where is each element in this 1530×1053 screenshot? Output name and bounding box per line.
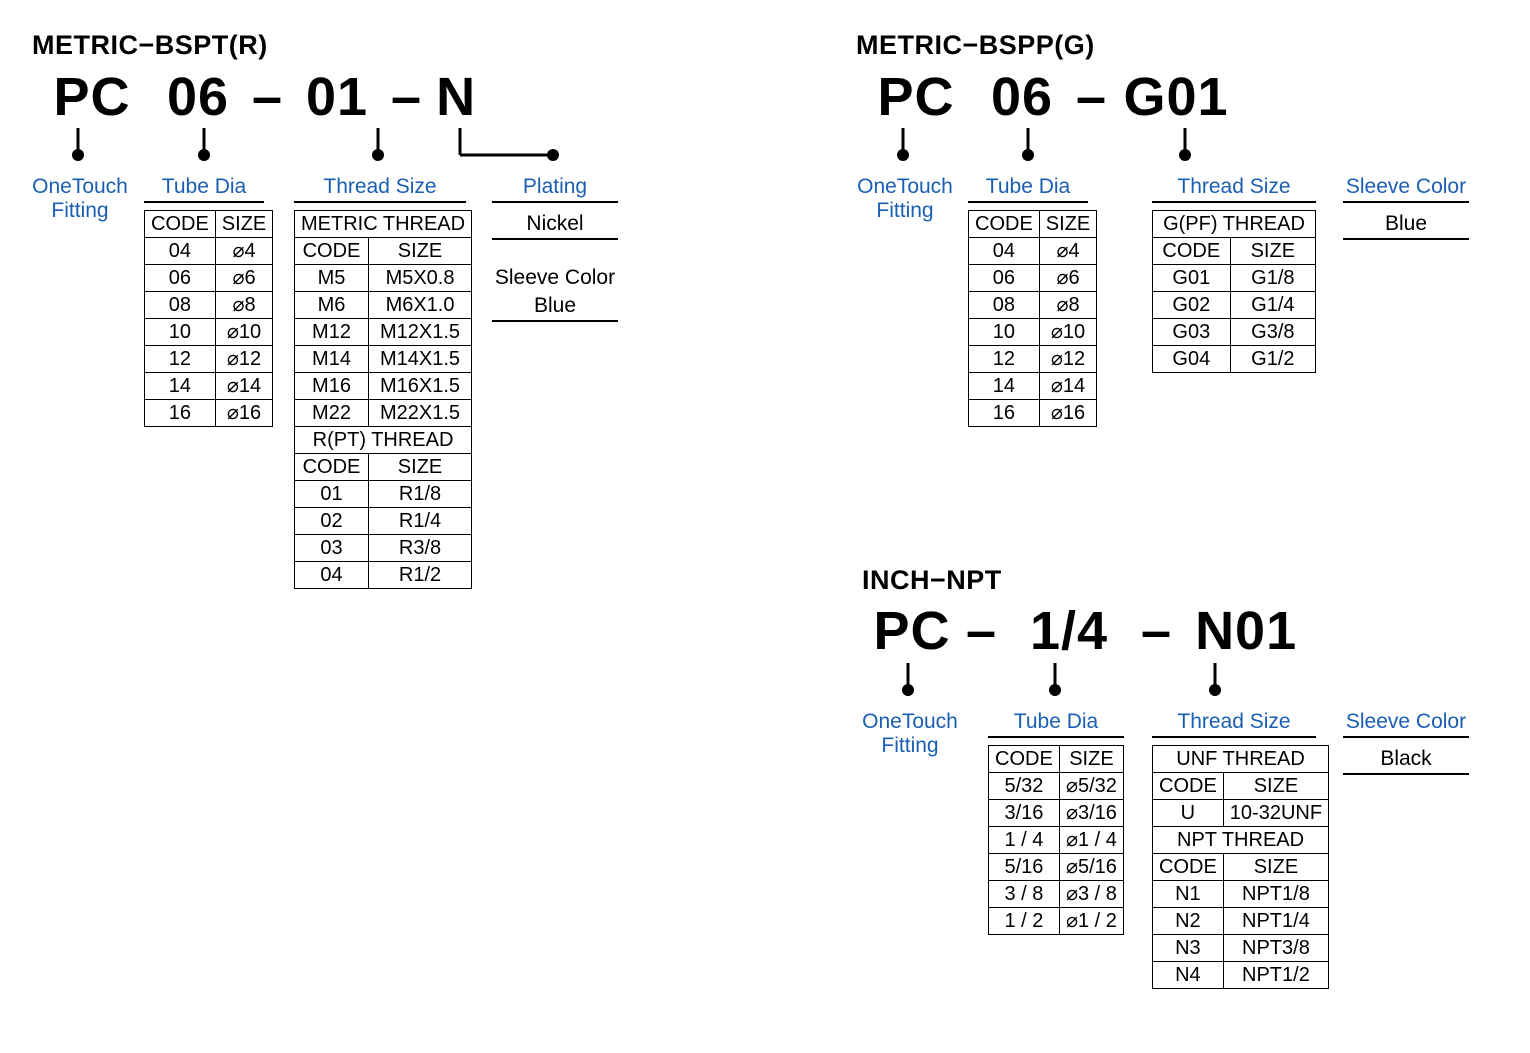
table-row <box>1153 800 1329 827</box>
th-size: SIZE <box>1223 854 1328 881</box>
th-size: SIZE <box>1039 211 1096 238</box>
gpf-thread-table <box>1152 210 1316 373</box>
table-row <box>295 292 472 319</box>
cell-size: R1/2 <box>368 562 471 589</box>
plating-header: Plating <box>492 175 618 203</box>
code-dash-2: – <box>391 67 423 127</box>
cell-size: ⌀5/32 <box>1059 773 1123 800</box>
sleeve-color-header: Sleeve Color <box>1343 710 1469 738</box>
column-onetouch-fitting-3 <box>840 710 980 758</box>
cell-size: G1/8 <box>1230 265 1315 292</box>
cell-code: 04 <box>295 562 369 589</box>
th-code: CODE <box>295 238 369 265</box>
th-size: SIZE <box>1223 773 1328 800</box>
table-row <box>1153 881 1329 908</box>
tube-dia-table-3 <box>988 745 1124 935</box>
table-caption-row <box>1153 827 1329 854</box>
cell-size: ⌀6 <box>1039 265 1096 292</box>
sleeve-color-value: Blue <box>1343 212 1469 240</box>
th-code: CODE <box>295 454 369 481</box>
cell-size: M12X1.5 <box>368 319 471 346</box>
cell-code: 14 <box>969 373 1040 400</box>
onetouch-label-line1: OneTouch <box>32 175 128 198</box>
onetouch-label-line2: Fitting <box>881 734 939 757</box>
table-caption-row <box>1153 211 1316 238</box>
onetouch-label-line1: OneTouch <box>862 710 958 733</box>
table-row <box>969 265 1097 292</box>
sleeve-color-header: Sleeve Color <box>1343 175 1469 203</box>
th-size: SIZE <box>368 454 471 481</box>
tube-dia-header: Tube Dia <box>144 175 264 203</box>
onetouch-label-line1: OneTouch <box>857 175 953 198</box>
sleeve-color-value: Black <box>1343 747 1469 775</box>
th-size: SIZE <box>215 211 272 238</box>
cell-code: N4 <box>1153 962 1224 989</box>
table-header-row <box>989 746 1124 773</box>
cell-code: G03 <box>1153 319 1231 346</box>
th-code: CODE <box>989 746 1060 773</box>
table-row <box>969 238 1097 265</box>
section-title-inch-npt <box>862 565 1002 596</box>
table-row <box>969 346 1097 373</box>
thread-size-header: Thread Size <box>1152 175 1316 203</box>
table-row <box>295 562 472 589</box>
section-title-metric-bspt <box>32 30 268 61</box>
column-thread-size-1 <box>294 175 472 589</box>
cell-size: ⌀12 <box>215 346 272 373</box>
thread-size-header: Thread Size <box>294 175 466 203</box>
table-row <box>969 319 1097 346</box>
cell-code: 08 <box>969 292 1040 319</box>
table-row <box>969 292 1097 319</box>
table-row <box>969 400 1097 427</box>
table-row <box>295 373 472 400</box>
caption-rpt-thread: R(PT) THREAD <box>295 427 472 454</box>
cell-code: G02 <box>1153 292 1231 319</box>
part-code-inch-npt <box>862 600 1316 662</box>
cell-code: G04 <box>1153 346 1231 373</box>
cell-code: 12 <box>969 346 1040 373</box>
table-row <box>989 854 1124 881</box>
th-code: CODE <box>969 211 1040 238</box>
cell-size: ⌀3/16 <box>1059 800 1123 827</box>
caption-gpf-thread: G(PF) THREAD <box>1153 211 1316 238</box>
cell-size: ⌀1 / 2 <box>1059 908 1123 935</box>
cell-size: ⌀5/16 <box>1059 854 1123 881</box>
code-segment-thread: 01 <box>306 67 369 127</box>
table-row <box>1153 292 1316 319</box>
tube-dia-table-1 <box>144 210 273 427</box>
table-header-row <box>969 211 1097 238</box>
caption-metric-thread: METRIC THREAD <box>295 211 472 238</box>
table-header-row <box>1153 773 1329 800</box>
table-row <box>989 800 1124 827</box>
cell-size: M16X1.5 <box>368 373 471 400</box>
cell-size: ⌀10 <box>1039 319 1096 346</box>
thread-size-header: Thread Size <box>1152 710 1316 738</box>
column-sleeve-color-2 <box>1343 175 1469 240</box>
table-row <box>295 346 472 373</box>
table-caption-row <box>295 427 472 454</box>
table-header-row <box>1153 854 1329 881</box>
table-header-row <box>295 238 472 265</box>
table-caption-row <box>1153 746 1329 773</box>
sleeve-color-header: Sleeve Color <box>494 266 616 289</box>
table-row <box>295 535 472 562</box>
cell-code: 1 / 4 <box>989 827 1060 854</box>
column-tube-dia-1 <box>144 175 273 427</box>
cell-size: M14X1.5 <box>368 346 471 373</box>
table-row <box>145 238 273 265</box>
cell-code: M12 <box>295 319 369 346</box>
code-segment-pc: PC <box>53 67 131 127</box>
cell-size: ⌀14 <box>1039 373 1096 400</box>
code-segment-pc: PC <box>877 67 955 127</box>
table-row <box>989 881 1124 908</box>
cell-code: 12 <box>145 346 216 373</box>
cell-size: M5X0.8 <box>368 265 471 292</box>
column-thread-size-3 <box>1152 710 1329 989</box>
th-size: SIZE <box>368 238 471 265</box>
table-caption-row <box>295 211 472 238</box>
table-row <box>989 773 1124 800</box>
caption-npt-thread: NPT THREAD <box>1153 827 1329 854</box>
cell-code: 10 <box>145 319 216 346</box>
tube-dia-header: Tube Dia <box>968 175 1088 203</box>
table-row <box>1153 346 1316 373</box>
table-row <box>145 373 273 400</box>
th-code: CODE <box>145 211 216 238</box>
tube-dia-header: Tube Dia <box>988 710 1124 738</box>
tube-dia-table-2 <box>968 210 1097 427</box>
onetouch-label-line2: Fitting <box>876 199 934 222</box>
cell-size: ⌀8 <box>215 292 272 319</box>
code-segment-thread: G01 <box>1123 67 1229 127</box>
cell-code: M5 <box>295 265 369 292</box>
code-segment-pc: PC <box>873 601 951 661</box>
cell-size: M6X1.0 <box>368 292 471 319</box>
table-header-row <box>145 211 273 238</box>
onetouch-label-line2: Fitting <box>51 199 109 222</box>
cell-size: R3/8 <box>368 535 471 562</box>
cell-code: 10 <box>969 319 1040 346</box>
cell-size: G3/8 <box>1230 319 1315 346</box>
column-tube-dia-2 <box>968 175 1097 427</box>
code-dash-1: – <box>1076 67 1108 127</box>
table-row <box>969 373 1097 400</box>
column-onetouch-fitting-1 <box>10 175 150 223</box>
cell-size: NPT1/8 <box>1223 881 1328 908</box>
code-dash-2: – <box>1141 601 1173 661</box>
cell-code: 02 <box>295 508 369 535</box>
table-row <box>295 400 472 427</box>
cell-size: R1/8 <box>368 481 471 508</box>
cell-size: ⌀16 <box>1039 400 1096 427</box>
unf-npt-thread-table <box>1152 745 1329 989</box>
plating-value: Nickel <box>492 212 618 240</box>
cell-code: 06 <box>145 265 216 292</box>
table-row <box>145 292 273 319</box>
th-code: CODE <box>1153 773 1224 800</box>
th-code: CODE <box>1153 238 1231 265</box>
cell-code: M6 <box>295 292 369 319</box>
part-code-metric-bspp <box>860 66 1241 128</box>
table-row <box>1153 908 1329 935</box>
cell-code: 1 / 2 <box>989 908 1060 935</box>
cell-size: R1/4 <box>368 508 471 535</box>
part-code-metric-bspt <box>36 66 486 128</box>
table-row <box>295 508 472 535</box>
table-header-row <box>1153 238 1316 265</box>
th-size: SIZE <box>1059 746 1123 773</box>
table-row <box>989 827 1124 854</box>
cell-size: ⌀4 <box>215 238 272 265</box>
cell-size: ⌀8 <box>1039 292 1096 319</box>
cell-size: NPT1/2 <box>1223 962 1328 989</box>
code-dash-1: – <box>252 67 284 127</box>
table-row <box>295 481 472 508</box>
section-title-text: METRIC−BSPP(G) <box>856 30 1095 60</box>
cell-code: N2 <box>1153 908 1224 935</box>
cell-size: ⌀4 <box>1039 238 1096 265</box>
cell-code: 5/16 <box>989 854 1060 881</box>
code-segment-tube: 1/4 <box>1030 601 1109 661</box>
table-row <box>295 319 472 346</box>
cell-size: ⌀16 <box>215 400 272 427</box>
table-row <box>145 319 273 346</box>
cell-code: 3 / 8 <box>989 881 1060 908</box>
cell-size: ⌀6 <box>215 265 272 292</box>
cell-size: NPT1/4 <box>1223 908 1328 935</box>
cell-code: G01 <box>1153 265 1231 292</box>
table-row <box>1153 265 1316 292</box>
cell-code: 01 <box>295 481 369 508</box>
cell-code: 5/32 <box>989 773 1060 800</box>
table-row <box>1153 319 1316 346</box>
column-thread-size-2 <box>1152 175 1316 373</box>
column-tube-dia-3 <box>988 710 1124 935</box>
cell-code: 04 <box>145 238 216 265</box>
th-size: SIZE <box>1230 238 1315 265</box>
table-row <box>295 265 472 292</box>
cell-code: M22 <box>295 400 369 427</box>
cell-code: 04 <box>969 238 1040 265</box>
cell-code: 16 <box>969 400 1040 427</box>
column-onetouch-fitting-2 <box>835 175 975 223</box>
cell-code: U <box>1153 800 1224 827</box>
table-header-row <box>295 454 472 481</box>
cell-code: M14 <box>295 346 369 373</box>
section-title-text: METRIC−BSPT(R) <box>32 30 268 60</box>
code-segment-thread: N01 <box>1195 601 1298 661</box>
table-row <box>1153 962 1329 989</box>
table-row <box>145 346 273 373</box>
cell-code: 06 <box>969 265 1040 292</box>
table-row <box>145 265 273 292</box>
cell-code: N3 <box>1153 935 1224 962</box>
code-segment-tube: 06 <box>166 67 230 127</box>
table-row <box>989 908 1124 935</box>
table-row <box>145 400 273 427</box>
cell-code: 16 <box>145 400 216 427</box>
cell-code: N1 <box>1153 881 1224 908</box>
cell-size: G1/2 <box>1230 346 1315 373</box>
sleeve-color-value: Blue <box>492 294 618 322</box>
section-title-text: INCH−NPT <box>862 565 1002 595</box>
cell-size: ⌀1 / 4 <box>1059 827 1123 854</box>
cell-code: M16 <box>295 373 369 400</box>
caption-unf-thread: UNF THREAD <box>1153 746 1329 773</box>
metric-thread-table <box>294 210 472 589</box>
table-row <box>1153 935 1329 962</box>
section-title-metric-bspp <box>856 30 1095 61</box>
cell-size: ⌀12 <box>1039 346 1096 373</box>
cell-size: 10-32UNF <box>1223 800 1328 827</box>
cell-code: 08 <box>145 292 216 319</box>
column-sleeve-color-3 <box>1343 710 1469 775</box>
cell-size: M22X1.5 <box>368 400 471 427</box>
code-segment-tube: 06 <box>990 67 1054 127</box>
cell-size: NPT3/8 <box>1223 935 1328 962</box>
cell-code: 3/16 <box>989 800 1060 827</box>
cell-code: 03 <box>295 535 369 562</box>
cell-code: 14 <box>145 373 216 400</box>
code-dash-1: – <box>966 601 998 661</box>
cell-size: ⌀10 <box>215 319 272 346</box>
th-code: CODE <box>1153 854 1224 881</box>
cell-size: ⌀14 <box>215 373 272 400</box>
code-segment-plating: N <box>436 67 477 127</box>
cell-size: G1/4 <box>1230 292 1315 319</box>
column-plating-1 <box>492 175 618 322</box>
cell-size: ⌀3 / 8 <box>1059 881 1123 908</box>
